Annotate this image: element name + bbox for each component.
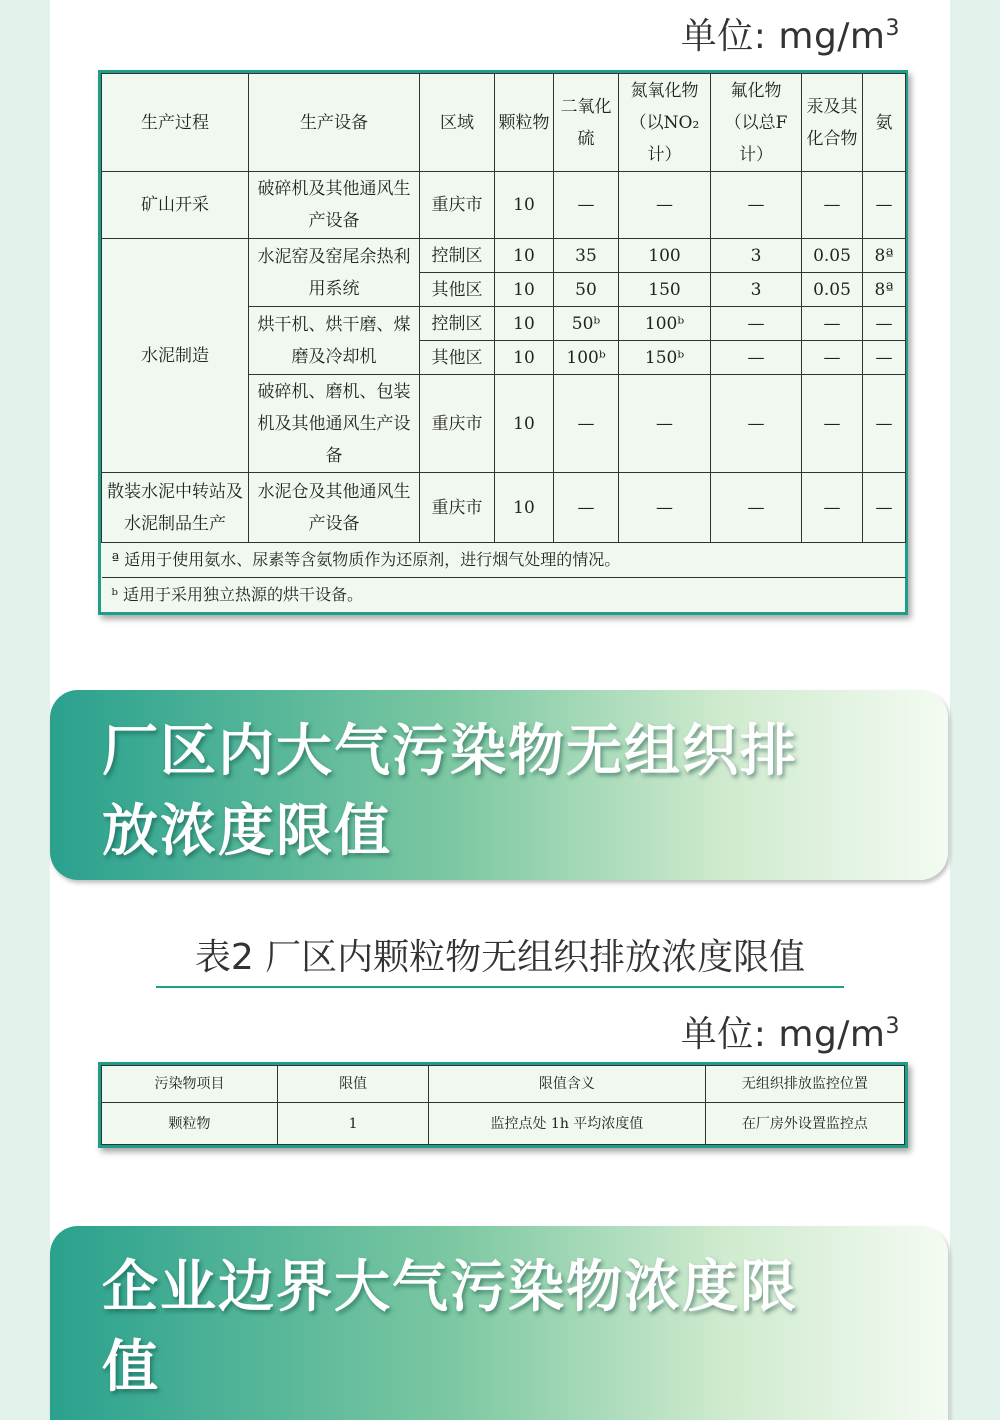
equipment-cell: 烘干机、烘干磨、煤磨及冷却机 [249, 307, 420, 375]
value-cell: 0.05 [802, 239, 863, 273]
header-fluoride: 氟化物（以总F计） [711, 74, 802, 172]
region-cell: 控制区 [420, 307, 495, 341]
footnote-b: ᵇ 适用于采用独立热源的烘干设备。 [111, 585, 363, 604]
value-cell: 10 [495, 307, 554, 341]
equipment-cell: 破碎机、磨机、包装机及其他通风生产设备 [249, 375, 420, 473]
header-so2: 二氧化硫 [554, 74, 619, 172]
value-cell: — [802, 172, 863, 239]
value-cell: — [711, 375, 802, 473]
unit-exponent: 3 [885, 1014, 900, 1039]
region-cell: 其他区 [420, 273, 495, 307]
value-cell: 35 [554, 239, 619, 273]
value-cell: — [619, 375, 711, 473]
region-cell: 其他区 [420, 341, 495, 375]
footnote-a: ª 适用于使用氨水、尿素等含氨物质作为还原剂，进行烟气处理的情况。 [102, 543, 906, 578]
value-cell: — [802, 307, 863, 341]
value-cell: — [863, 473, 906, 543]
section-title: 厂区内大气污染物无组织排放浓度限值 [102, 719, 798, 864]
process-cell: 水泥制造 [102, 239, 249, 473]
value-cell: — [711, 341, 802, 375]
value-cell: 50ᵇ [554, 307, 619, 341]
unit-text: 单位: [680, 1014, 767, 1055]
header-mercury: 汞及其化合物 [802, 74, 863, 172]
unit-text: 单位: [680, 16, 767, 57]
process-cell: 散装水泥中转站及水泥制品生产 [102, 473, 249, 543]
process-cell: 矿山开采 [102, 172, 249, 239]
equipment-cell: 水泥窑及窑尾余热利用系统 [249, 239, 420, 307]
region-cell: 重庆市 [420, 375, 495, 473]
unit-value: mg/m [778, 16, 886, 57]
header-ammonia: 氨 [863, 74, 906, 172]
value-cell: — [619, 473, 711, 543]
table-row [102, 172, 906, 239]
monitor-location-cell: 在厂房外设置监控点 [705, 1103, 904, 1145]
value-cell: 150 [619, 273, 711, 307]
table2-caption: 表2 厂区内颗粒物无组织排放浓度限值 [156, 930, 844, 988]
header-particulate: 颗粒物 [495, 74, 554, 172]
value-cell: — [554, 172, 619, 239]
value-cell: 10 [495, 273, 554, 307]
unit-value: mg/m [778, 1014, 886, 1055]
limit-cell: 1 [278, 1103, 429, 1145]
particulate-limit-table [98, 1062, 908, 1148]
value-cell: 3 [711, 273, 802, 307]
value-cell: — [619, 172, 711, 239]
value-cell: — [711, 473, 802, 543]
unit-exponent: 3 [885, 16, 900, 41]
value-cell: 10 [495, 239, 554, 273]
value-cell: 100ᵇ [619, 307, 711, 341]
table-row [102, 473, 906, 543]
header-monitor-location: 无组织排放监控位置 [705, 1066, 904, 1103]
value-cell: 50 [554, 273, 619, 307]
unit-label-2 [681, 1006, 900, 1057]
value-cell: — [863, 172, 906, 239]
equipment-cell: 破碎机及其他通风生产设备 [249, 172, 420, 239]
value-cell: — [802, 375, 863, 473]
equipment-cell: 水泥仓及其他通风生产设备 [249, 473, 420, 543]
value-cell: — [554, 375, 619, 473]
emission-limits-table [98, 70, 908, 615]
value-cell: — [863, 341, 906, 375]
limit-meaning-cell: 监控点处 1h 平均浓度值 [429, 1103, 706, 1145]
value-cell: — [554, 473, 619, 543]
region-cell: 重庆市 [420, 172, 495, 239]
header-pollutant: 污染物项目 [102, 1066, 278, 1103]
header-limit: 限值 [278, 1066, 429, 1103]
pollutant-cell: 颗粒物 [102, 1103, 278, 1145]
value-cell: 8ª [863, 273, 906, 307]
header-limit-meaning: 限值含义 [429, 1066, 706, 1103]
value-cell: — [711, 172, 802, 239]
value-cell: 10 [495, 375, 554, 473]
section-banner-2 [50, 1226, 948, 1420]
value-cell: 3 [711, 239, 802, 273]
unit-label-1 [681, 8, 900, 59]
value-cell: 150ᵇ [619, 341, 711, 375]
value-cell: 10 [495, 172, 554, 239]
header-process: 生产过程 [102, 74, 249, 172]
value-cell: — [711, 307, 802, 341]
value-cell: 100ᵇ [554, 341, 619, 375]
region-cell: 控制区 [420, 239, 495, 273]
header-equipment: 生产设备 [249, 74, 420, 172]
value-cell: 10 [495, 341, 554, 375]
table-row [102, 239, 906, 273]
value-cell: 0.05 [802, 273, 863, 307]
value-cell: — [863, 375, 906, 473]
table-row [102, 1103, 905, 1145]
value-cell: 100 [619, 239, 711, 273]
section-banner-1 [50, 690, 948, 880]
value-cell: — [802, 473, 863, 543]
value-cell: — [863, 307, 906, 341]
header-nox: 氮氧化物（以NO₂计） [619, 74, 711, 172]
section-title: 企业边界大气污染物浓度限值 [102, 1255, 798, 1400]
value-cell: 8ª [863, 239, 906, 273]
header-region: 区域 [420, 74, 495, 172]
value-cell: 10 [495, 473, 554, 543]
region-cell: 重庆市 [420, 473, 495, 543]
value-cell: — [802, 341, 863, 375]
